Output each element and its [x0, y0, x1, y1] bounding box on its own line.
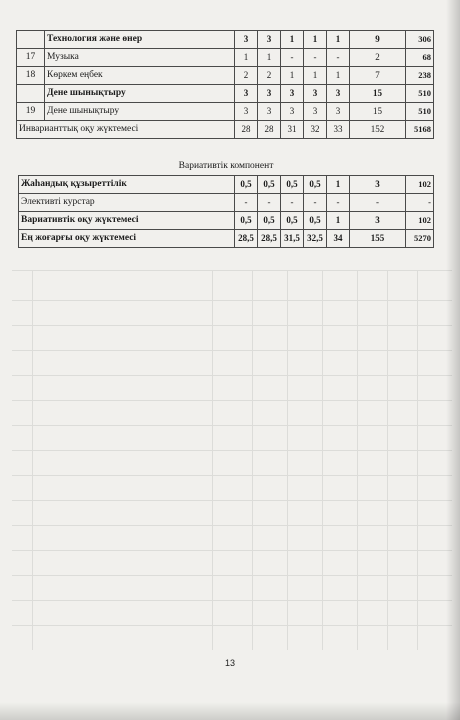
grade-hours-cell: 152 — [350, 121, 406, 139]
grade-hours-cell: 32 — [304, 121, 327, 139]
grade-hours-cell: - — [327, 49, 350, 67]
grade-hours-cell: - — [281, 49, 304, 67]
row-total: 306 — [406, 31, 434, 49]
grade-hours-cell: 28 — [235, 121, 258, 139]
table-row — [19, 230, 434, 248]
grade-hours-cell: 31,5 — [281, 230, 304, 248]
row-number — [17, 85, 45, 103]
variative-component-table — [18, 158, 434, 248]
grade-hours-cell: 3 — [350, 176, 406, 194]
grade-hours-cell: 0,5 — [258, 212, 281, 230]
grade-hours-cell: 3 — [281, 85, 304, 103]
table-row — [19, 212, 434, 230]
grade-hours-cell: 9 — [350, 31, 406, 49]
grade-hours-cell: 0,5 — [281, 212, 304, 230]
grade-hours-cell: 3 — [235, 85, 258, 103]
grade-hours-cell: - — [304, 49, 327, 67]
grade-hours-cell: 0,5 — [258, 176, 281, 194]
grade-hours-cell: 28,5 — [258, 230, 281, 248]
grade-hours-cell: 3 — [235, 31, 258, 49]
row-number — [17, 31, 45, 49]
table-row — [17, 31, 434, 49]
grade-hours-cell: 2 — [350, 49, 406, 67]
row-number: 19 — [17, 103, 45, 121]
row-total: 102 — [406, 212, 434, 230]
grade-hours-cell: 34 — [327, 230, 350, 248]
page-edge-shadow — [446, 0, 460, 720]
table-row — [19, 176, 434, 194]
grade-hours-cell: - — [235, 194, 258, 212]
grade-hours-cell: 2 — [235, 67, 258, 85]
row-total: 510 — [406, 103, 434, 121]
variative-caption-row — [19, 158, 434, 176]
row-subject: Инварианттық оқу жүктемесі — [17, 121, 235, 139]
row-subject: Жаһандық құзыреттілік — [19, 176, 235, 194]
table-row — [17, 67, 434, 85]
grade-hours-cell: 1 — [327, 212, 350, 230]
table-row — [17, 49, 434, 67]
page-bottom-shadow — [0, 702, 460, 720]
grade-hours-cell: - — [281, 194, 304, 212]
bleed-through-table — [12, 230, 452, 650]
row-total: 510 — [406, 85, 434, 103]
variative-component-caption: Вариативтік компонент — [19, 158, 434, 176]
row-subject: Дене шынықтыру — [45, 85, 235, 103]
grade-hours-cell: 32,5 — [304, 230, 327, 248]
grade-hours-cell: 2 — [258, 67, 281, 85]
grade-hours-cell: 1 — [327, 176, 350, 194]
grade-hours-cell: 15 — [350, 85, 406, 103]
grade-hours-cell: 3 — [235, 103, 258, 121]
grade-hours-cell: 3 — [327, 103, 350, 121]
row-total: 5270 — [406, 230, 434, 248]
grade-hours-cell: 1 — [258, 49, 281, 67]
grade-hours-cell: - — [350, 194, 406, 212]
grade-hours-cell: 0,5 — [281, 176, 304, 194]
invariant-component-table — [16, 30, 434, 139]
grade-hours-cell: 3 — [281, 103, 304, 121]
grade-hours-cell: - — [327, 194, 350, 212]
grade-hours-cell: 3 — [258, 31, 281, 49]
row-subject: Технология және өнер — [45, 31, 235, 49]
grade-hours-cell: 1 — [304, 67, 327, 85]
grade-hours-cell: 1 — [281, 31, 304, 49]
grade-hours-cell: 1 — [327, 67, 350, 85]
row-total: 102 — [406, 176, 434, 194]
row-subject: Элективті курстар — [19, 194, 235, 212]
grade-hours-cell: 0,5 — [304, 212, 327, 230]
grade-hours-cell: 28,5 — [235, 230, 258, 248]
grade-hours-cell: 1 — [281, 67, 304, 85]
row-total: 238 — [406, 67, 434, 85]
grade-hours-cell: 0,5 — [235, 176, 258, 194]
row-subject: Вариативтік оқу жүктемесі — [19, 212, 235, 230]
row-subject: Дене шынықтыру — [45, 103, 235, 121]
table-row — [17, 103, 434, 121]
row-subject: Музыка — [45, 49, 235, 67]
grade-hours-cell: 1 — [235, 49, 258, 67]
grade-hours-cell: 3 — [327, 85, 350, 103]
grade-hours-cell: 3 — [350, 212, 406, 230]
row-total: 68 — [406, 49, 434, 67]
grade-hours-cell: 7 — [350, 67, 406, 85]
row-number: 17 — [17, 49, 45, 67]
grade-hours-cell: 3 — [258, 85, 281, 103]
grade-hours-cell: 3 — [304, 103, 327, 121]
grade-hours-cell: - — [304, 194, 327, 212]
row-number: 18 — [17, 67, 45, 85]
grade-hours-cell: 155 — [350, 230, 406, 248]
table-row — [19, 194, 434, 212]
grade-hours-cell: 31 — [281, 121, 304, 139]
grade-hours-cell: 0,5 — [304, 176, 327, 194]
row-subject: Ең жоғарғы оқу жүктемесі — [19, 230, 235, 248]
table-row — [17, 121, 434, 139]
grade-hours-cell: 15 — [350, 103, 406, 121]
grade-hours-cell: 1 — [304, 31, 327, 49]
grade-hours-cell: 1 — [327, 31, 350, 49]
page-number: 13 — [224, 658, 235, 668]
grade-hours-cell: 0,5 — [235, 212, 258, 230]
grade-hours-cell: 28 — [258, 121, 281, 139]
grade-hours-cell: 33 — [327, 121, 350, 139]
row-subject: Көркем еңбек — [45, 67, 235, 85]
row-total: 5168 — [406, 121, 434, 139]
grade-hours-cell: 3 — [304, 85, 327, 103]
row-total: - — [406, 194, 434, 212]
grade-hours-cell: 3 — [258, 103, 281, 121]
grade-hours-cell: - — [258, 194, 281, 212]
table-row — [17, 85, 434, 103]
